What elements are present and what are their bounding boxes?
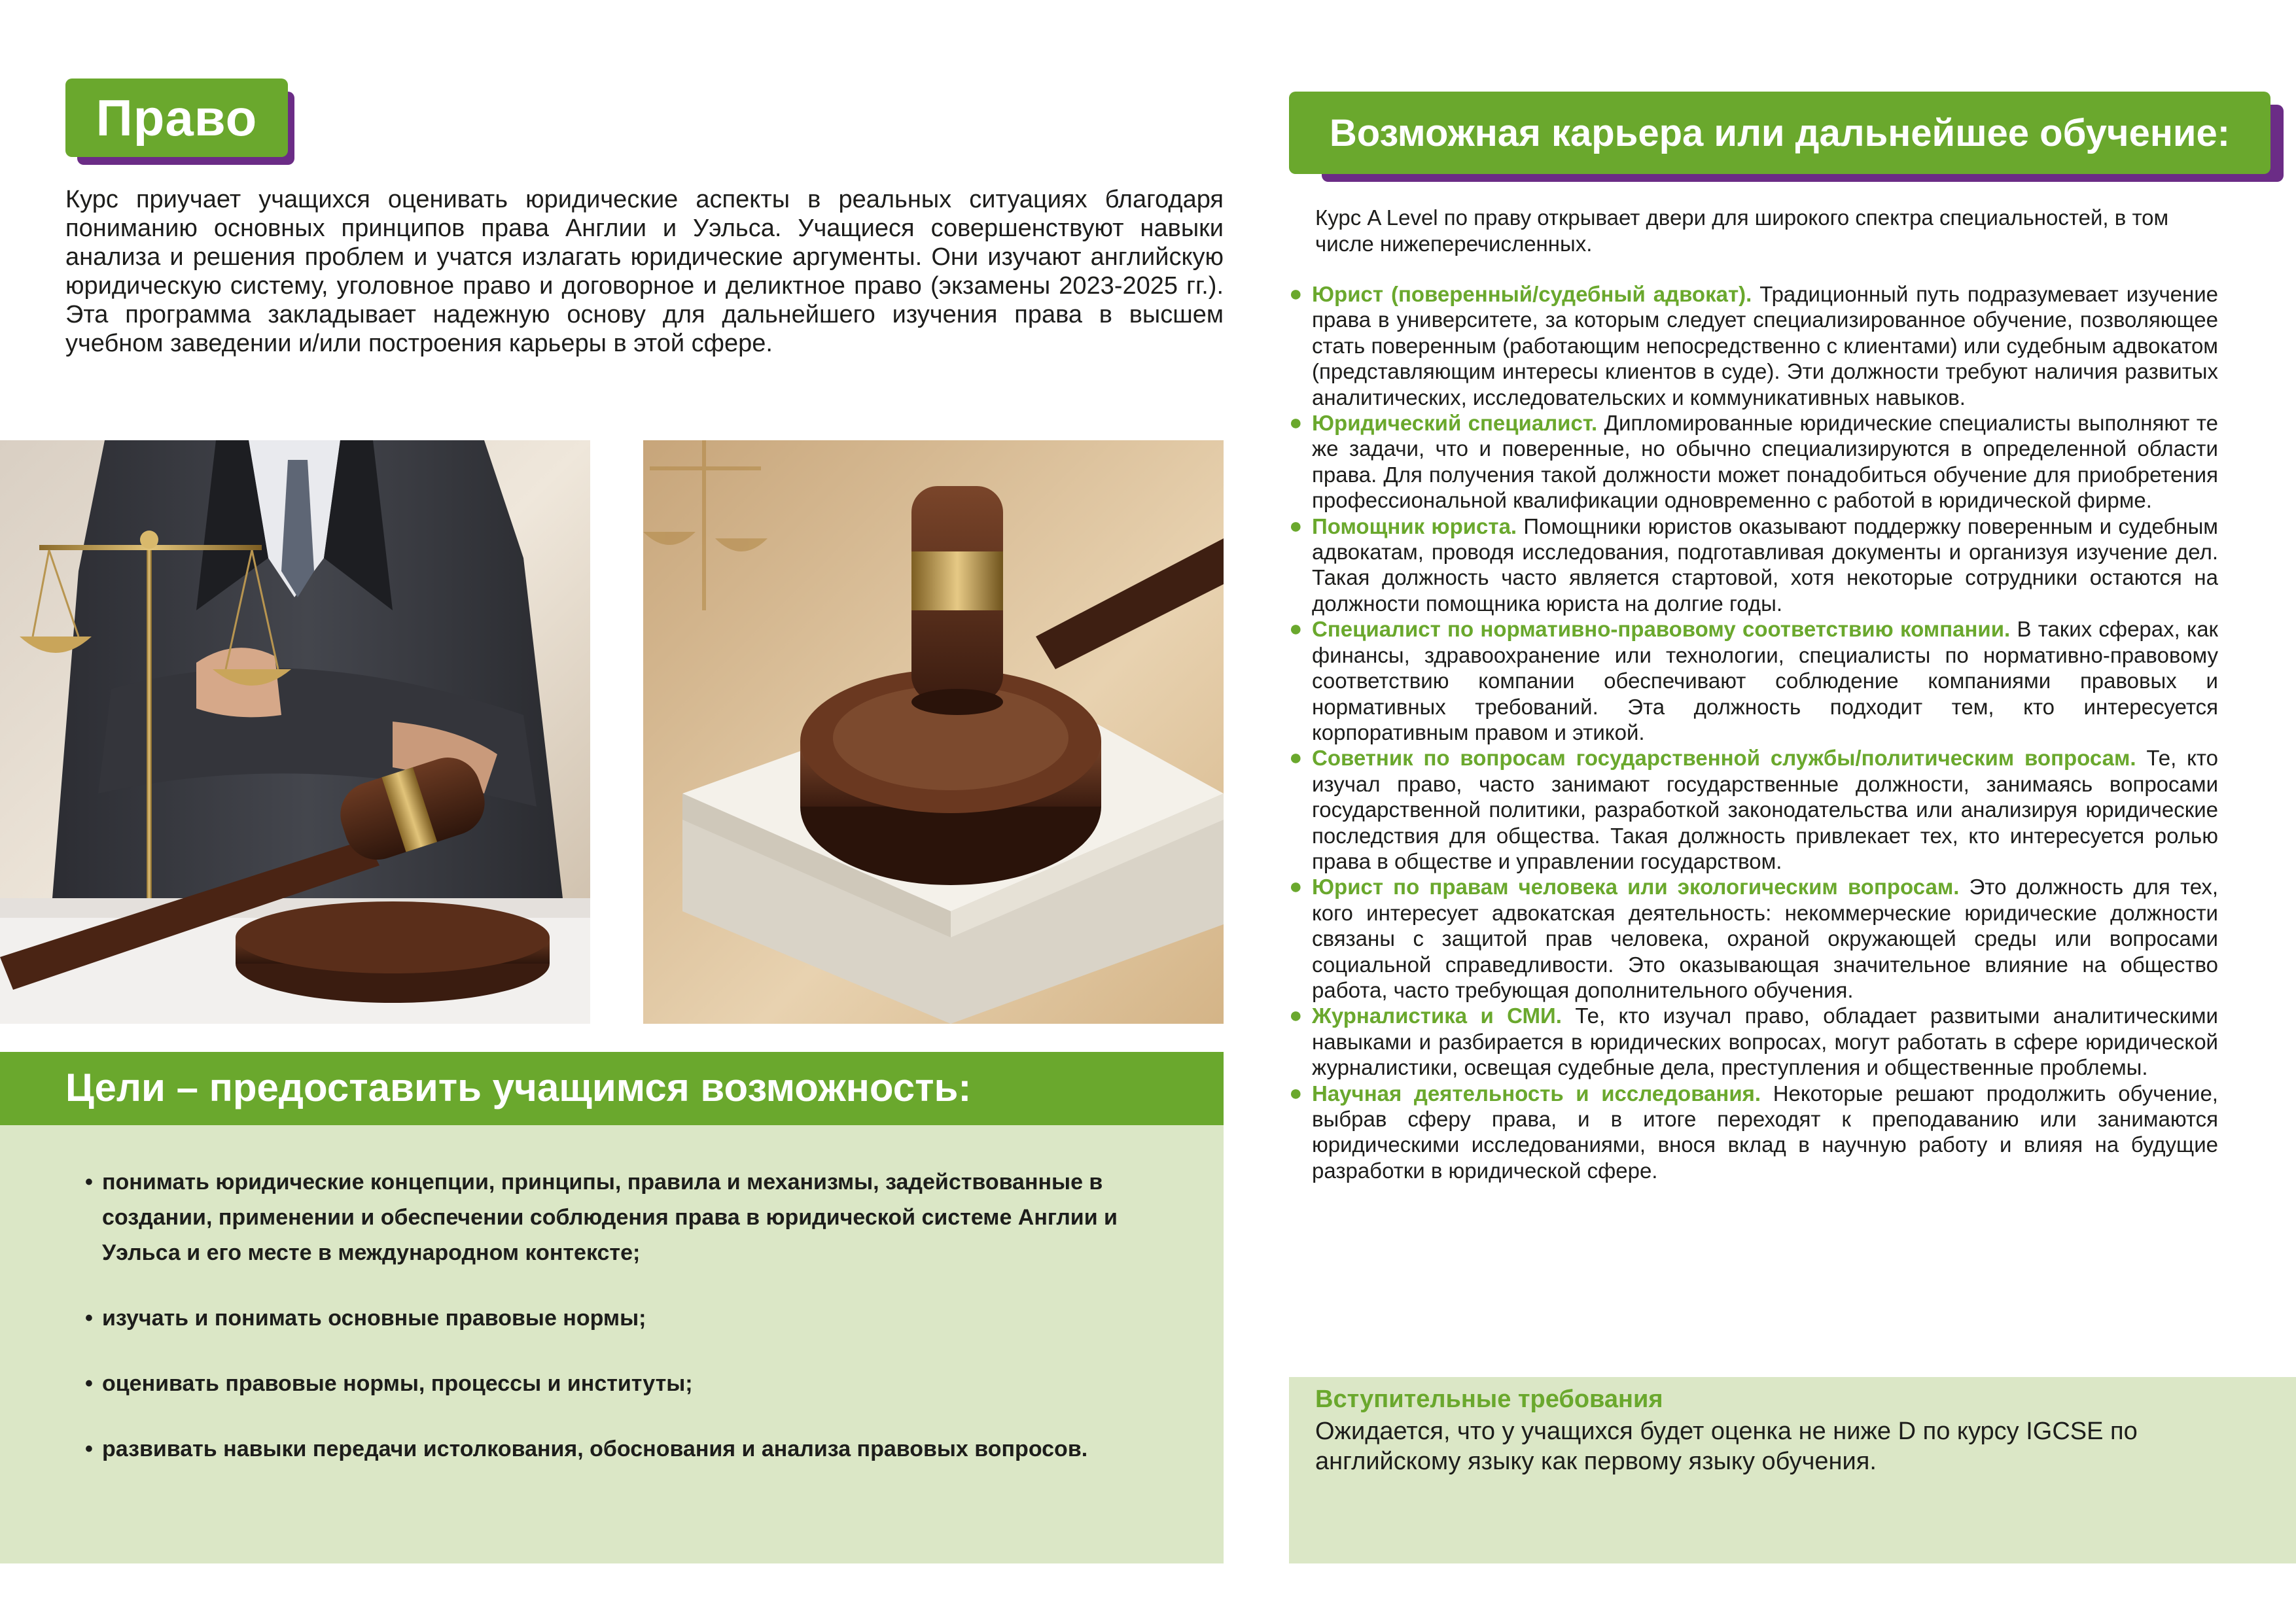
bullet-icon: ● <box>1289 745 1303 771</box>
career-item <box>1289 745 2218 874</box>
career-item-name: Помощник юриста. <box>1312 514 1517 538</box>
bullet-icon: ● <box>1289 616 1303 642</box>
goals-list-item: • понимать юридические концепции, принципы, правила и механизмы, задействованные в создании, применении и обеспечении соблюдения права в юридической системе Англии и Уэльса и его месте в международном контексте; <box>85 1164 1197 1270</box>
goals-list <box>85 1164 1197 1497</box>
career-item <box>1289 1080 2218 1184</box>
bullet-icon: ● <box>1289 410 1303 436</box>
career-item-text: Некоторые решают продолжить обучение, выбрав сферу права, и в итоге переходят к преподаванию или занимаются юридическими исследованиями, внося вклад в научную работу и влияя на будущие разработки в юридической сфере. <box>1312 1081 2218 1183</box>
career-item <box>1289 281 2219 410</box>
career-header <box>1289 92 2270 174</box>
goals-title: Цели – предоставить учащимся возможность: <box>65 1066 972 1109</box>
career-item-text: Дипломированные юридические специалисты выполняют те же задачи, что и поверенные, но обычно специализируются в определенной области права. Для получения такой должности может понадобиться обучение для приобретения профессиональной квалификации одновременно с работой в юридической фирме. <box>1312 411 2218 513</box>
career-item <box>1289 616 2218 745</box>
entry-requirements-text: Ожидается, что у учащихся будет оценка не ниже D по курсу IGCSE по английскому языку как первому языку обучения. <box>1315 1418 2138 1475</box>
career-item-name: Научная деятельность и исследования. <box>1312 1081 1761 1106</box>
photo-lawyer-scales <box>0 440 590 1024</box>
career-item-text: Те, кто изучал право, обладает развитыми аналитическими навыками и разбирается в юридических вопросах, могут работать в сфере юридической журналистики, освещая судебные дела, преступления и общественные проблемы. <box>1312 1003 2218 1080</box>
bullet-icon: ● <box>1289 513 1303 538</box>
career-item <box>1289 410 2218 514</box>
career-intro: Курс A Level по праву открывает двери для широкого спектра специальностей, в том числе нижеперечисленных. <box>1315 205 2169 256</box>
career-item-text: В таких сферах, как финансы, здравоохранение или технологии, специалисты по нормативно-правовому соответствию компании обеспечивают соблюдение компаниями правовых и нормативных требований. Эта должность подходит тем, кто интересуется корпоративным правом и этикой. <box>1312 617 2218 744</box>
career-item-name: Юрист (поверенный/судебный адвокат). <box>1312 282 1752 306</box>
goals-list-item: • оценивать правовые нормы, процессы и институты; <box>85 1366 1197 1401</box>
career-item-text: Помощники юристов оказывают поддержку поверенным и судебным адвокатам, проводя исследования, подготавливая документы и организуя изучение дел. Такая должность часто является стартовой, хотя некоторые сотрудники остаются на должности помощника юриста на долгие годы. <box>1312 514 2218 616</box>
entry-requirements-title: Вступительные требования <box>1315 1386 1663 1413</box>
page-title: Право <box>96 88 258 147</box>
career-item-name: Журналистика и СМИ. <box>1312 1003 1562 1028</box>
bullet-icon: ● <box>1289 281 1303 306</box>
bullet-icon: ● <box>1289 1080 1303 1106</box>
career-item-name: Юридический специалист. <box>1312 411 1598 436</box>
bullet-icon: ● <box>1289 1003 1303 1028</box>
career-item-name: Специалист по нормативно-правовому соответствию компании. <box>1312 617 2011 642</box>
bullet-icon: ● <box>1289 874 1303 899</box>
goals-list-item: • развивать навыки передачи истолкования, обоснования и анализа правовых вопросов. <box>85 1431 1197 1467</box>
photo-gavel-book <box>643 440 1224 1024</box>
career-title: Возможная карьера или дальнейшее обучение: <box>1329 111 2231 154</box>
title-badge <box>65 79 288 157</box>
career-list <box>1289 281 2219 1183</box>
career-item <box>1289 513 2218 617</box>
intro-paragraph: Курс приучает учащихся оценивать юридические аспекты в реальных ситуациях благодаря пониманию основных принципов права Англии и Уэльса. Учащиеся совершенствуют навыки анализа и решения проблем и учатся излагать юридические аргументы. Они изучают английскую юридическую систему, уголовное право и договорное и деликтное право (экзамены 2023-2025 гг.). Эта программа закладывает надежную основу для дальнейшего изучения права в высшем учебном заведении и/или построения карьеры в этой сфере. <box>65 186 1224 357</box>
goals-list-item: • изучать и понимать основные правовые нормы; <box>85 1300 1197 1336</box>
career-item-text: Традиционный путь подразумевает изучение права в университете, за которым следует специализированное обучение, позволяющее стать поверенным (работающим непосредственно с клиентами) или судебным адвокатом (представляющим интересы клиентов в суде). Эти должности требуют наличия развитых аналитических, исследовательских и коммуникативных навыков. <box>1312 282 2219 410</box>
career-item-name: Юрист по правам человека или экологическим вопросам. <box>1312 875 1960 899</box>
career-item-name: Советник по вопросам государственной службы/политическим вопросам. <box>1312 746 2136 771</box>
career-item <box>1289 874 2218 1003</box>
career-item <box>1289 1003 2218 1080</box>
career-item-text: Это должность для тех, кого интересует адвокатская деятельность: некоммерческие юридические должности связаны с защитой прав человека, охраной окружающей среды или вопросами социальной справедливости. Это оказывающая значительное влияние на общество работа, часто требующая дополнительного обучения. <box>1312 875 2218 1002</box>
career-item-text: Те, кто изучал право, часто занимают государственные должности, занимаясь вопросами государственной политики, разработкой законодательства или анализируя юридические последствия для общества. Такая должность привлекает тех, кто интересуется ролью права в обществе и управлении государством. <box>1312 746 2218 873</box>
